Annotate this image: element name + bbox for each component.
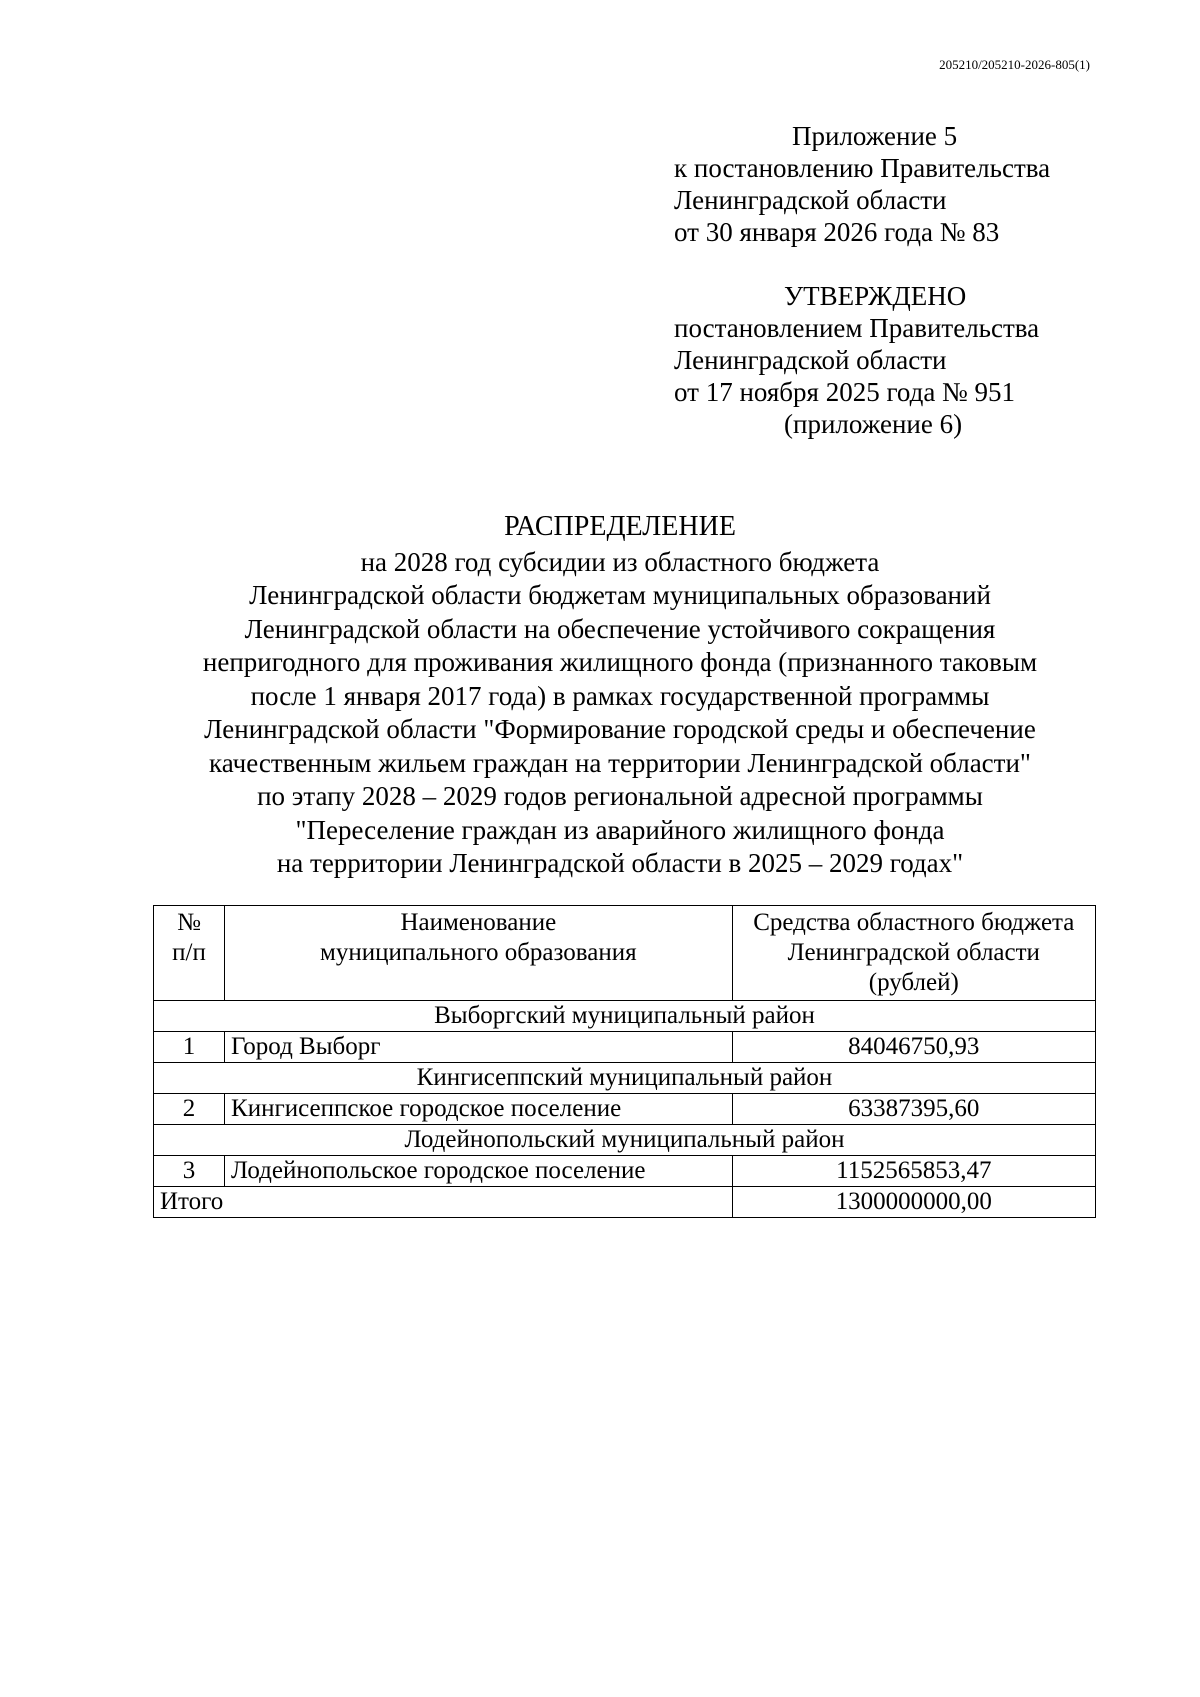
header-number (154, 906, 225, 1001)
header-funds (732, 906, 1095, 1001)
table-row (154, 1094, 1096, 1125)
row-sum: 84046750,93 (732, 1032, 1095, 1063)
row-municipality: Кингисеппское городское поселение (225, 1094, 733, 1125)
region-row (154, 1125, 1096, 1156)
approved-line: Ленинградской области (674, 345, 947, 375)
row-sum: 1152565853,47 (732, 1156, 1095, 1187)
header-funds-line: Ленинградской области (787, 939, 1040, 966)
title-line: Ленинградской области на обеспечение устойчивого сокращения (244, 613, 996, 644)
row-municipality: Лодейнопольское городское поселение (225, 1156, 733, 1187)
row-municipality: Город Выборг (225, 1032, 733, 1063)
table-row (154, 1032, 1096, 1063)
row-number: 1 (154, 1032, 225, 1063)
appendix-line: от 30 января 2026 года № 83 (674, 217, 1000, 247)
appendix-line: к постановлению Правительства (674, 153, 1051, 183)
header-funds-line: Средства областного бюджета (753, 909, 1075, 936)
title-line: "Переселение граждан из аварийного жилищного фонда (295, 814, 945, 845)
region-row (154, 1063, 1096, 1094)
approved-block (674, 280, 1039, 440)
distribution-table (153, 905, 1096, 1218)
region-name: Выборгский муниципальный район (154, 1001, 1096, 1032)
total-label: Итого (154, 1187, 733, 1218)
header-number-line: п/п (172, 939, 206, 966)
header-municipality-line: Наименование (400, 909, 557, 936)
header-funds-line: (рублей) (868, 969, 959, 996)
table-row (154, 1156, 1096, 1187)
title-line: на территории Ленинградской области в 2025 – 2029 годах" (276, 848, 964, 878)
title-line: Ленинградской области бюджетам муниципальных образований (249, 580, 991, 610)
header-number-line: № (177, 909, 201, 936)
approved-heading: УТВЕРЖДЕНО (784, 281, 967, 311)
title-line: после 1 января 2017 года) в рамках государственной программы (250, 680, 990, 711)
title-line: Ленинградской области "Формирование городской среды и обеспечение (204, 714, 1036, 744)
total-row (154, 1187, 1096, 1218)
header-municipality-line: муниципального образования (320, 939, 637, 966)
row-sum: 63387395,60 (732, 1094, 1095, 1125)
approved-note: (приложение 6) (784, 409, 963, 439)
approved-line: постановлением Правительства (674, 313, 1040, 343)
appendix-block (674, 120, 1050, 248)
header-municipality (225, 906, 733, 1001)
title-line: на 2028 год субсидии из областного бюджета (360, 546, 880, 577)
document-registration-number: 205210/205210-2026-805(1) (939, 57, 1090, 72)
appendix-line: Приложение 5 (792, 121, 958, 151)
region-name: Лодейнопольский муниципальный район (154, 1125, 1096, 1156)
total-sum: 1300000000,00 (732, 1187, 1095, 1218)
distribution-title: РАСПРЕДЕЛЕНИЕ (504, 511, 736, 542)
title-line: качественным жильем граждан на территории Ленинградской области" (209, 747, 1031, 778)
table-header-row (154, 906, 1096, 1001)
region-row (154, 1001, 1096, 1032)
title-line: по этапу 2028 – 2029 годов региональной адресной программы (257, 781, 983, 811)
row-number: 3 (154, 1156, 225, 1187)
row-number: 2 (154, 1094, 225, 1125)
title-line: непригодного для проживания жилищного фонда (признанного таковым (202, 647, 1038, 677)
region-name: Кингисеппский муниципальный район (154, 1063, 1096, 1094)
appendix-line: Ленинградской области (674, 185, 947, 215)
approved-line: от 17 ноября 2025 года № 951 (674, 377, 1016, 407)
distribution-title-block (150, 510, 1090, 881)
